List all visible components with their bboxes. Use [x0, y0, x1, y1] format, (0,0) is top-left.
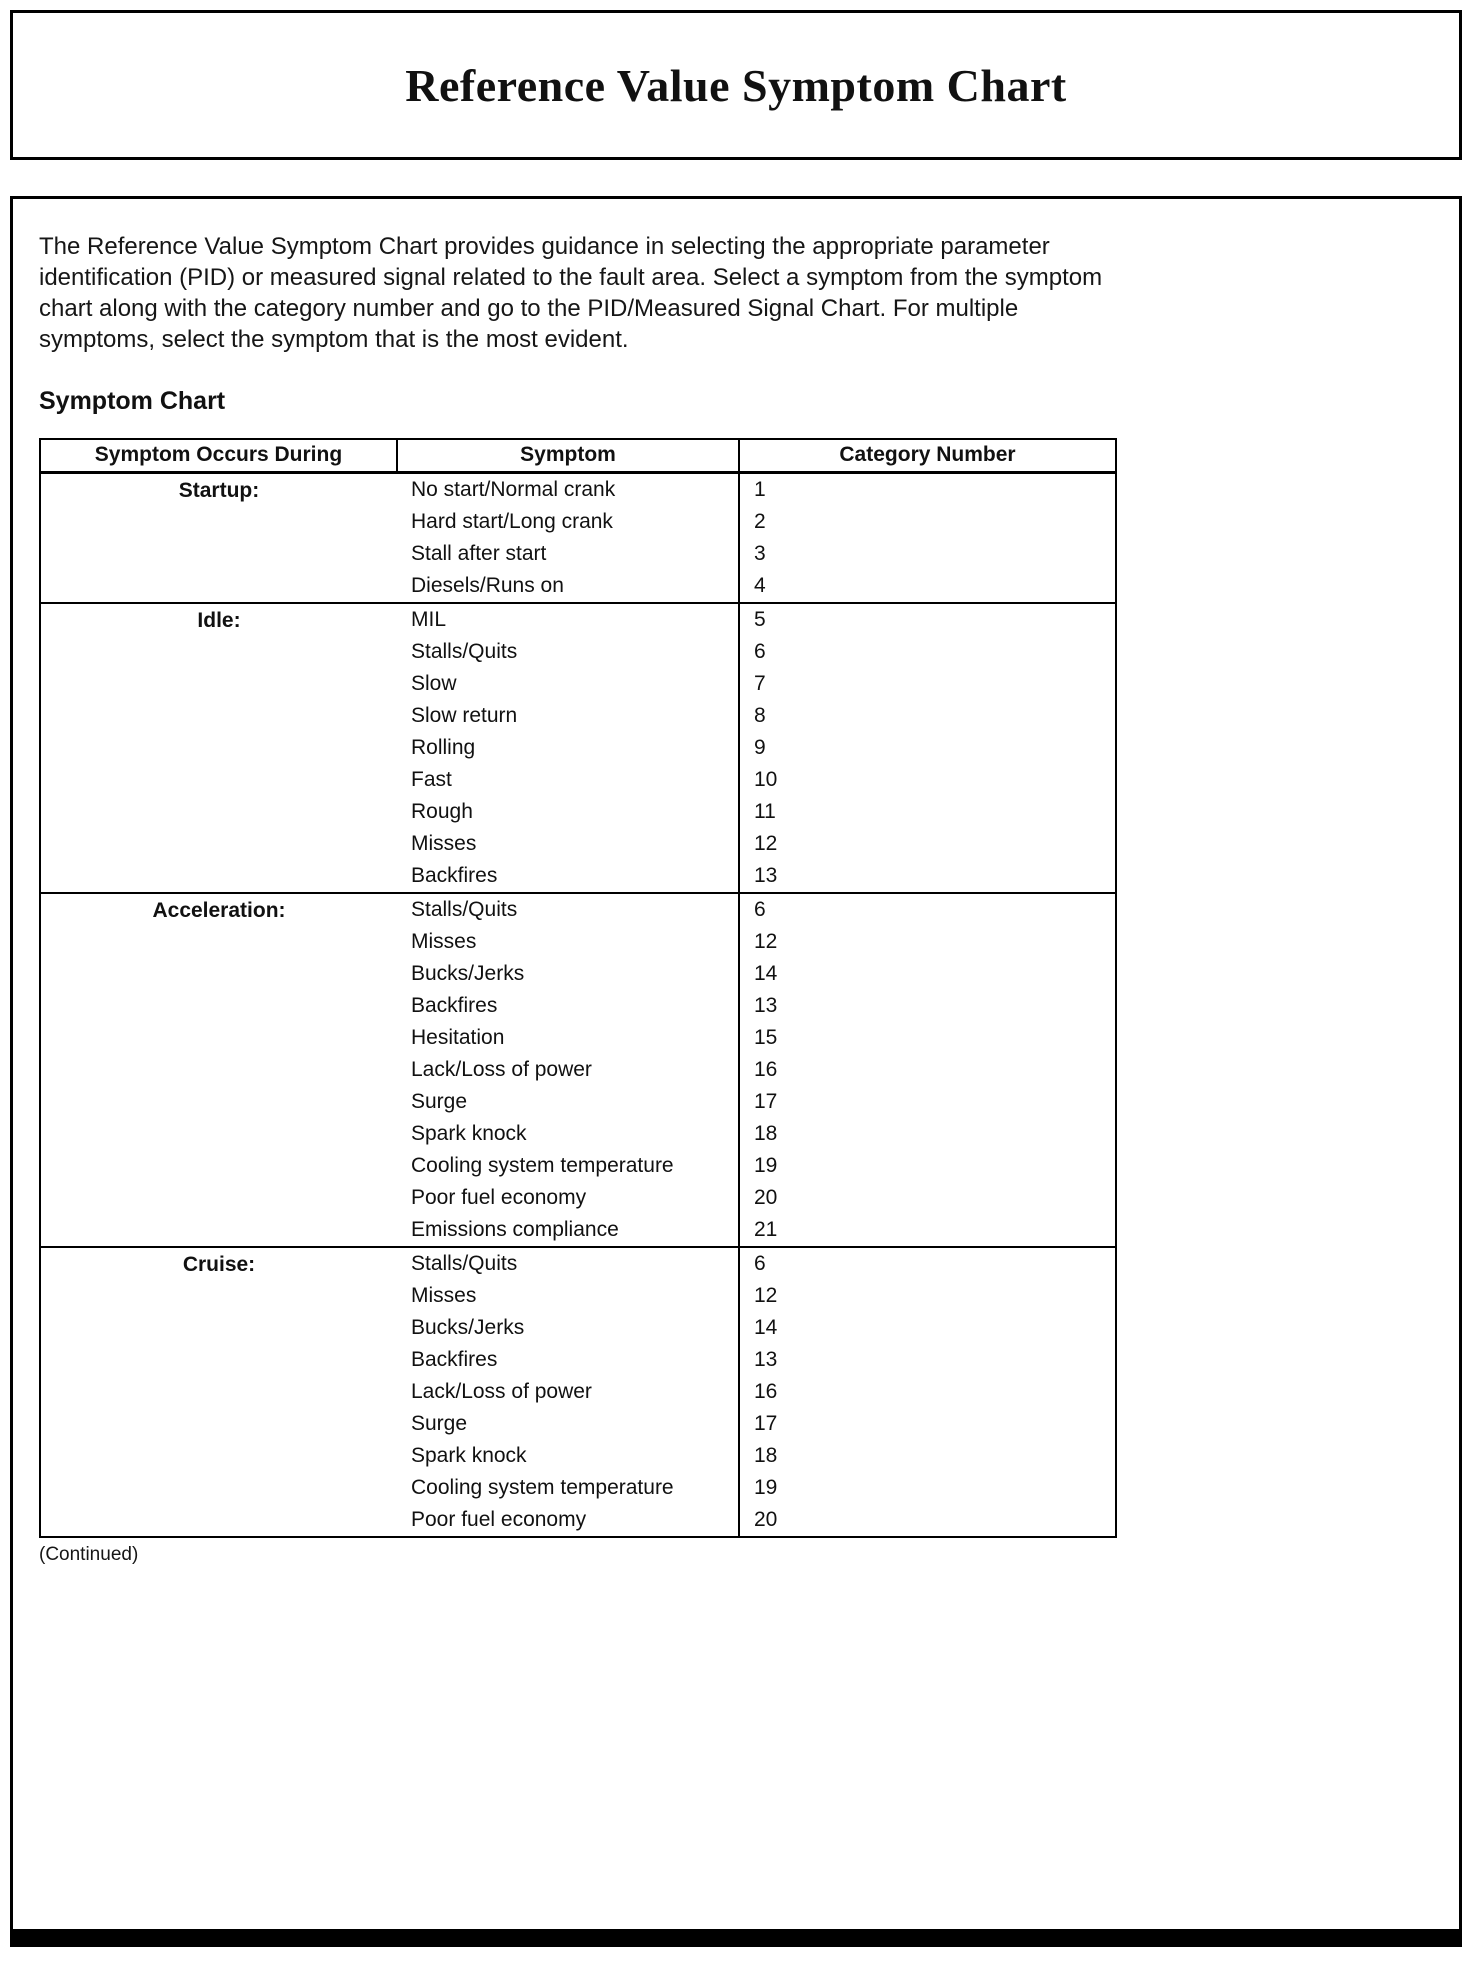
category-number-cell: 16 [739, 1376, 1116, 1408]
category-number-cell: 12 [739, 828, 1116, 860]
category-number-cell: 19 [739, 1150, 1116, 1182]
category-number-cell: 15 [739, 1022, 1116, 1054]
table-header-row [40, 439, 1116, 473]
symptom-cell: No start/Normal crank [411, 478, 616, 501]
symptom-cell: Fast [411, 768, 452, 791]
symptom-cell: Backfires [411, 864, 498, 887]
section-label: Acceleration: [152, 899, 286, 922]
symptom-cell: Emissions compliance [411, 1218, 619, 1241]
title-box [10, 10, 1462, 160]
symptom-chart-heading: Symptom Chart [39, 387, 226, 415]
category-number-cell: 13 [739, 860, 1116, 893]
section-label: Startup: [178, 479, 260, 502]
category-number-cell: 11 [739, 796, 1116, 828]
symptom-cell: Lack/Loss of power [411, 1058, 592, 1081]
category-number-cell: 21 [739, 1214, 1116, 1247]
table-section [40, 473, 1116, 604]
category-number-cell: 6 [739, 636, 1116, 668]
category-number-cell: 14 [739, 958, 1116, 990]
symptom-cell: Slow [411, 672, 457, 695]
category-number-cell: 18 [739, 1440, 1116, 1472]
category-number-cell: 5 [739, 603, 1116, 636]
table-header [40, 439, 1116, 473]
category-number-cell: 16 [739, 1054, 1116, 1086]
symptom-cell: Misses [411, 930, 477, 953]
symptom-cell: Backfires [411, 1348, 498, 1371]
symptom-cell: Spark knock [411, 1122, 527, 1145]
continued-note: (Continued) [39, 1544, 139, 1565]
symptom-cell: Stalls/Quits [411, 898, 518, 921]
symptom-cell: Rough [411, 800, 473, 823]
category-number-cell: 4 [739, 570, 1116, 603]
symptom-cell: Lack/Loss of power [411, 1380, 592, 1403]
section-label: Cruise: [182, 1253, 256, 1276]
symptom-cell: Cooling system temperature [411, 1476, 674, 1499]
col-header-symptom-occurs-during: Symptom Occurs During [40, 439, 397, 473]
symptom-cell: Surge [411, 1412, 468, 1435]
table-section [40, 603, 1116, 893]
category-number-cell: 6 [739, 893, 1116, 926]
symptom-cell: Hesitation [411, 1026, 505, 1049]
col-header-category-number: Category Number [739, 439, 1116, 473]
symptom-cell: Bucks/Jerks [411, 962, 525, 985]
category-number-cell: 2 [739, 506, 1116, 538]
symptom-cell: Spark knock [411, 1444, 527, 1467]
symptom-cell: Misses [411, 1284, 477, 1307]
page-title: Reference Value Symptom Chart [405, 59, 1067, 111]
symptom-cell: Poor fuel economy [411, 1508, 587, 1531]
category-number-cell: 18 [739, 1118, 1116, 1150]
symptom-cell: Diesels/Runs on [411, 574, 564, 597]
symptom-cell: Stalls/Quits [411, 1252, 518, 1275]
table-row [40, 1247, 1116, 1280]
symptom-cell: Rolling [411, 736, 476, 759]
category-number-cell: 9 [739, 732, 1116, 764]
category-number-cell: 17 [739, 1408, 1116, 1440]
category-number-cell: 14 [739, 1312, 1116, 1344]
symptom-cell: Cooling system temperature [411, 1154, 674, 1177]
category-number-cell: 13 [739, 990, 1116, 1022]
table-section [40, 1247, 1116, 1537]
category-number-cell: 7 [739, 668, 1116, 700]
category-number-cell: 20 [739, 1504, 1116, 1537]
intro-paragraph: The Reference Value Symptom Chart provides guidance in selecting the appropriate parameter identification (PID) or measured signal related to the fault area. Select a symptom from the symptom chart along with the category number and go to the PID/Measured Signal Chart. For multiple symptoms, select the symptom that is the most evident. [39, 233, 1103, 353]
symptom-cell: Bucks/Jerks [411, 1316, 525, 1339]
table-row [40, 893, 1116, 926]
category-number-cell: 12 [739, 1280, 1116, 1312]
category-number-cell: 3 [739, 538, 1116, 570]
symptom-cell: Surge [411, 1090, 468, 1113]
content-box [10, 196, 1462, 1947]
category-number-cell: 10 [739, 764, 1116, 796]
table-row [40, 603, 1116, 636]
category-number-cell: 17 [739, 1086, 1116, 1118]
symptom-table [39, 438, 1117, 1538]
symptom-cell: Backfires [411, 994, 498, 1017]
symptom-cell: Slow return [411, 704, 518, 727]
symptom-cell: Stalls/Quits [411, 640, 518, 663]
category-number-cell: 19 [739, 1472, 1116, 1504]
table-row [40, 473, 1116, 507]
symptom-cell: MIL [411, 608, 447, 631]
symptom-cell: Stall after start [411, 542, 547, 565]
section-label: Idle: [197, 609, 241, 632]
category-number-cell: 6 [739, 1247, 1116, 1280]
category-number-cell: 20 [739, 1182, 1116, 1214]
category-number-cell: 13 [739, 1344, 1116, 1376]
table-section [40, 893, 1116, 1247]
symptom-cell: Misses [411, 832, 477, 855]
col-header-symptom: Symptom [397, 439, 739, 473]
category-number-cell: 12 [739, 926, 1116, 958]
category-number-cell: 1 [739, 473, 1116, 507]
symptom-cell: Hard start/Long crank [411, 510, 613, 533]
category-number-cell: 8 [739, 700, 1116, 732]
symptom-cell: Poor fuel economy [411, 1186, 587, 1209]
